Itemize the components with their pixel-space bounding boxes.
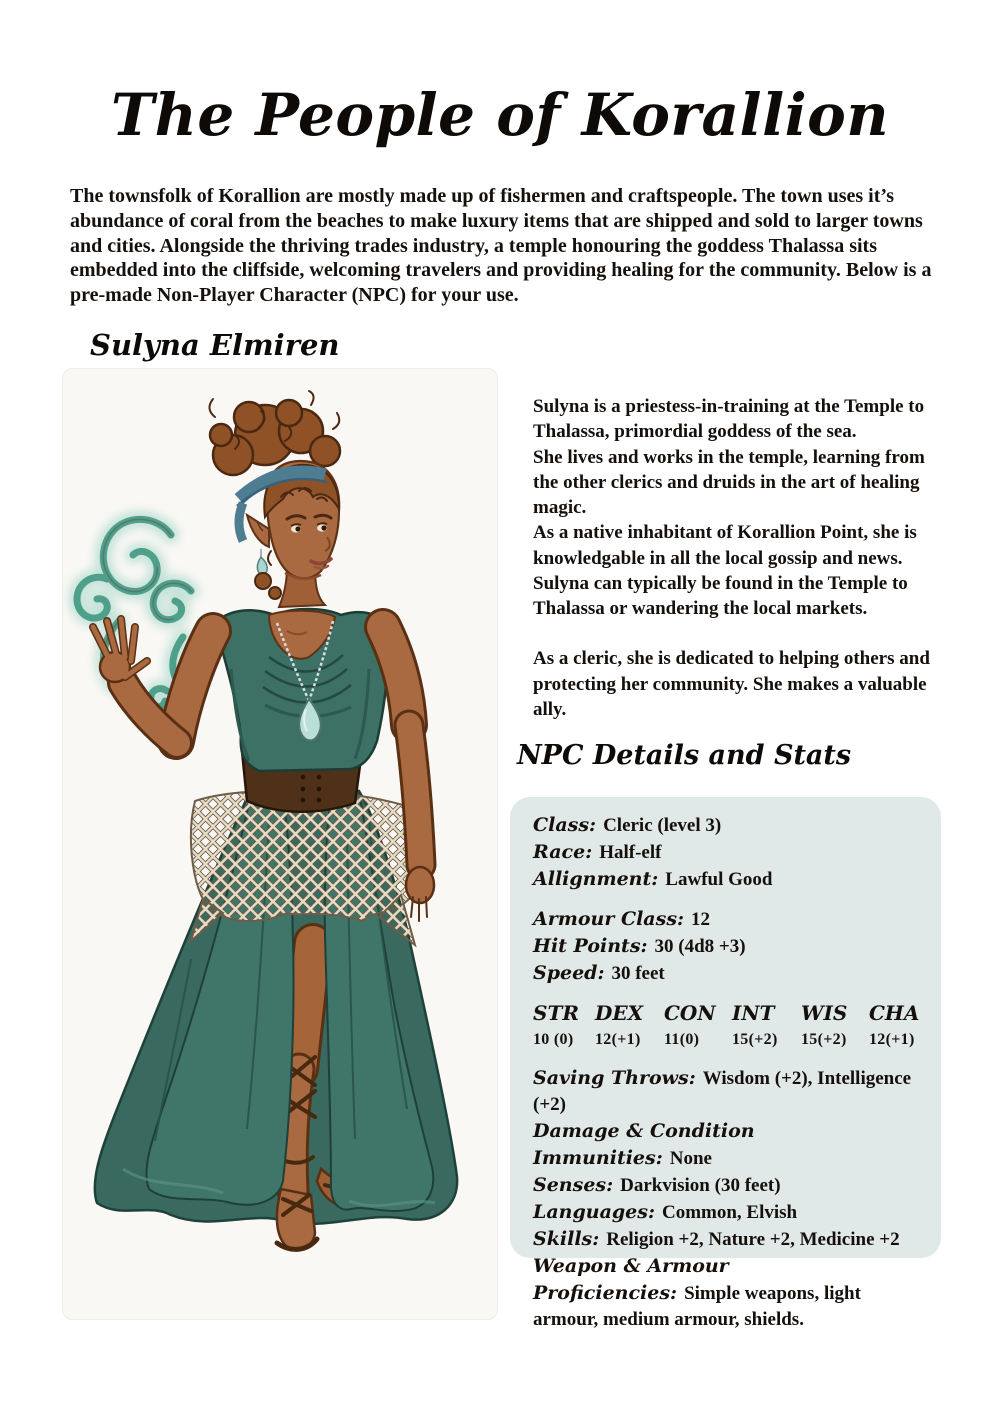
pointed-ear bbox=[247, 515, 269, 547]
stat-value: Cleric (level 3) bbox=[603, 815, 722, 836]
ability-value: 12(+1) bbox=[869, 1031, 915, 1048]
stat-label: Damage & Condition Immunities: bbox=[533, 1120, 755, 1169]
stat-label: Race: bbox=[533, 841, 593, 863]
page-title: The People of Korallion bbox=[111, 81, 889, 149]
head bbox=[237, 461, 339, 607]
stat-line bbox=[533, 906, 923, 933]
ability-value: 15(+2) bbox=[732, 1031, 778, 1048]
stat-label: Armour Class: bbox=[533, 908, 685, 930]
stat-value: 30 (4d8 +3) bbox=[654, 936, 746, 957]
stat-line bbox=[533, 1226, 923, 1253]
stat-value: Half-elf bbox=[599, 842, 662, 863]
bio-paragraph: Sulyna is a priestess-in-training at the Temple to Thalassa, primordial goddess of the sea. bbox=[533, 396, 925, 443]
stat-value: Religion +2, Nature +2, Medicine +2 bbox=[606, 1229, 900, 1250]
ability-header: INT bbox=[732, 1001, 775, 1025]
ability-header: CHA bbox=[869, 1001, 920, 1025]
ability-scores bbox=[533, 1000, 923, 1052]
character-bio bbox=[533, 394, 951, 722]
ability-value: 15(+2) bbox=[801, 1031, 847, 1048]
hair-bun bbox=[210, 400, 340, 475]
ability-header: CON bbox=[664, 1001, 716, 1025]
stat-value: Darkvision (30 feet) bbox=[620, 1175, 781, 1196]
stat-line bbox=[533, 812, 923, 839]
identity-group bbox=[533, 812, 923, 893]
character-figure bbox=[63, 369, 498, 1320]
stat-line bbox=[533, 1172, 923, 1199]
ability-header: STR bbox=[533, 1001, 579, 1025]
stat-line bbox=[533, 1118, 923, 1172]
raised-arm bbox=[93, 619, 213, 743]
ability-value: 12(+1) bbox=[595, 1031, 641, 1048]
stat-label: Speed: bbox=[533, 962, 605, 984]
stat-line bbox=[533, 960, 923, 987]
bio-paragraph: As a cleric, she is dedicated to helping others and protecting her community. She makes a valuable ally. bbox=[533, 648, 930, 720]
stat-label: Senses: bbox=[533, 1174, 614, 1196]
stat-line bbox=[533, 1253, 923, 1333]
stat-label: Allignment: bbox=[533, 868, 659, 890]
stat-line bbox=[533, 1199, 923, 1226]
stat-label: Weapon & Armour Proficiencies: bbox=[533, 1255, 729, 1304]
character-name-heading: Sulyna Elmiren bbox=[90, 328, 340, 362]
bio-paragraph: She lives and works in the temple, learning from the other clerics and druids in the art of healing magic. bbox=[533, 446, 925, 519]
stat-value: Simple weapons, light armour, medium armour, shields. bbox=[533, 1283, 861, 1330]
stat-line bbox=[533, 1065, 923, 1118]
stat-value: 30 feet bbox=[611, 963, 665, 984]
stat-value: Wisdom (+2), Intelligence (+2) bbox=[533, 1068, 912, 1115]
npc-stats-heading: NPC Details and Stats bbox=[517, 740, 852, 771]
stat-label: Hit Points: bbox=[533, 935, 648, 957]
bio-paragraph: As a native inhabitant of Korallion Point, she is knowledgable in all the local gossip and news. Sulyna can typically be found in the Temple to Thalassa or wandering the local markets. bbox=[533, 522, 917, 620]
ability-headers-row bbox=[533, 1000, 923, 1026]
character-illustration bbox=[62, 368, 498, 1320]
stat-value: Common, Elvish bbox=[661, 1202, 798, 1223]
npc-stat-box bbox=[510, 797, 941, 1330]
stat-label: Languages: bbox=[533, 1201, 655, 1223]
combat-group bbox=[533, 906, 923, 987]
stat-value: 12 bbox=[691, 909, 711, 930]
ability-header: DEX bbox=[595, 1001, 644, 1025]
stat-line bbox=[533, 933, 923, 960]
stat-value: None bbox=[669, 1148, 712, 1169]
ability-value: 11(0) bbox=[664, 1031, 700, 1048]
stat-label: Skills: bbox=[533, 1228, 600, 1250]
ability-values-row bbox=[533, 1028, 923, 1052]
stat-label: Class: bbox=[533, 814, 597, 836]
ability-header: WIS bbox=[801, 1001, 848, 1025]
stat-label: Saving Throws: bbox=[533, 1067, 696, 1089]
intro-paragraph: The townsfolk of Korallion are mostly made up of fishermen and craftspeople. The town uses it’s abundance of coral from the beaches to make luxury items that are shipped and sold to larger towns and cities. Alongside the thriving trades industry, a temple honouring the goddess Thalassa sits embedded into the cliffside, welcoming travelers and providing healing for the community. Below is a pre-made Non-Player Character (NPC) for your use. bbox=[70, 185, 932, 307]
stat-line bbox=[533, 839, 923, 866]
stat-line bbox=[533, 866, 923, 893]
traits-group bbox=[533, 1065, 923, 1333]
stat-value: Lawful Good bbox=[665, 869, 773, 890]
ability-value: 10 (0) bbox=[533, 1031, 574, 1048]
